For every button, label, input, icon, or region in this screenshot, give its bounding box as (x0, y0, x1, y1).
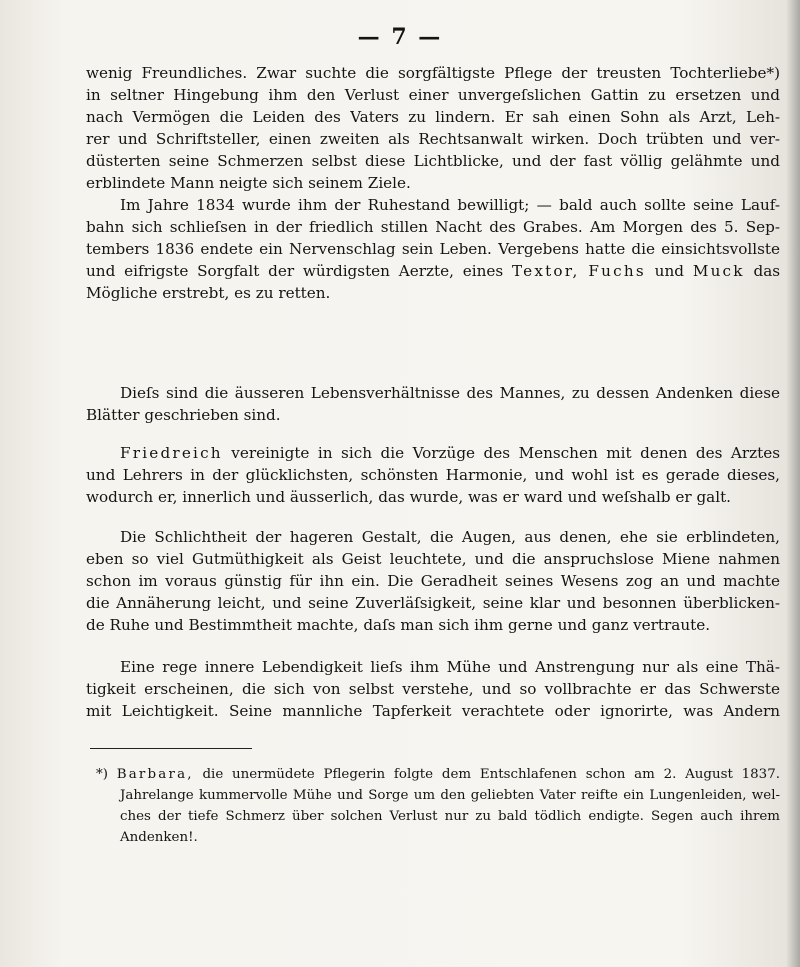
footnote (96, 764, 780, 848)
text-line: Dieſs sind die äusseren Lebensverhältnisse des Mannes, zu dessen Andenken diese (120, 384, 780, 402)
text-segment: und (654, 262, 684, 280)
text-line: tigkeit erscheinen, die sich von selbst verstehe, und so vollbrachte er das Schwerste (86, 680, 780, 698)
text-line: rer und Schriftsteller, einen zweiten als Rechtsanwalt wirken. Doch trübten und ver- (86, 130, 780, 148)
text-line: Eine rege innere Lebendigkeit lieſs ihm Mühe und Anstrengung nur als eine Thä- (120, 658, 780, 676)
paragraph-5 (86, 526, 780, 636)
text-line: schon im voraus günstig für ihn ein. Die Geradheit seines Wesens zog an und machte (86, 572, 780, 590)
paragraph-6 (86, 656, 780, 722)
text-line: Im Jahre 1834 wurde ihm der Ruhestand bewilligt; — bald auch sollte seine Lauf- (120, 196, 780, 214)
text-line (86, 442, 780, 464)
name-muck: Muck (692, 262, 745, 280)
text-line: in seltner Hingebung ihm den Verlust einer unvergeſslichen Gattin zu ersetzen und (86, 86, 780, 104)
page-number: — 7 — (357, 24, 443, 50)
text-line: und Lehrers in der glücklichsten, schönsten Harmonie, und wohl ist es gerade dieses, (86, 466, 780, 484)
text-line: eben so viel Gutmüthigkeit als Geist leuchtete, und die anspruchslose Miene nahmen (86, 550, 780, 568)
text-line: bahn sich schlieſsen in der friedlich stillen Nacht des Grabes. Am Morgen des 5. Sep- (86, 218, 780, 236)
text-line-with-names (86, 260, 780, 282)
name-friedreich: Friedreich (120, 444, 223, 462)
paragraph-4 (86, 442, 780, 508)
paragraph-1 (86, 62, 780, 194)
text-segment: und eifrigste Sorgfalt der würdigsten Aerzte, eines (86, 262, 504, 280)
text-line: erblindete Mann neigte sich seinem Ziele. (86, 174, 411, 192)
text-segment: das (753, 262, 781, 280)
text-line: mit Leichtigkeit. Seine mannliche Tapferkeit verachtete oder ignorirte, was Andern (86, 702, 780, 720)
text-line: Die Schlichtheit der hageren Gestalt, die Augen, aus denen, ehe sie erblindeten, (120, 528, 780, 546)
footnote-line: Andenken!. (120, 830, 198, 845)
text-line: Blätter geschrieben sind. (86, 406, 281, 424)
text-line: düsterten seine Schmerzen selbst diese Lichtblicke, und der fast völlig gelähmte und (86, 152, 780, 170)
page-edge-shadow (786, 0, 800, 967)
footnote-line (96, 764, 780, 785)
name-fuchs: Fuchs (588, 262, 646, 280)
text-line: wodurch er, innerlich und äusserlich, das wurde, was er ward und weſshalb er galt. (86, 488, 732, 506)
text-line: Mögliche erstrebt, es zu retten. (86, 284, 331, 302)
text-segment: die unermüdete Pflegerin folgte dem Entschlafenen schon am 2. August 1837. (202, 767, 780, 782)
text-line: tembers 1836 endete ein Nervenschlag sein Leben. Vergebens hatte die einsichtsvollste (86, 240, 780, 258)
footnote-divider (90, 748, 252, 749)
text-line: die Annäherung leicht, und seine Zuverläſsigkeit, seine klar und besonnen überblicken- (86, 594, 780, 612)
text-line: de Ruhe und Bestimmtheit machte, daſs man sich ihm gerne und ganz vertraute. (86, 616, 711, 634)
text-segment: vereinigte in sich die Vorzüge des Menschen mit denen des Arztes (231, 444, 781, 462)
footnote-line: Jahrelange kummervolle Mühe und Sorge um den geliebten Vater reifte ein Lungenleiden, wel- (120, 788, 780, 803)
footnote-marker: *) (96, 767, 108, 782)
paragraph-2 (86, 194, 780, 304)
paragraph-3 (86, 382, 780, 426)
name-barbara: Barbara, (116, 767, 194, 782)
footnote-line: ches der tiefe Schmerz über solchen Verlust nur zu bald tödlich endigte. Segen auch ihrem (120, 809, 780, 824)
name-textor: Textor, (512, 262, 580, 280)
text-line: wenig Freundliches. Zwar suchte die sorgfältigste Pflege der treusten Tochterliebe*) (86, 64, 780, 82)
text-line: nach Vermögen die Leiden des Vaters zu lindern. Er sah einen Sohn als Arzt, Leh- (86, 108, 780, 126)
